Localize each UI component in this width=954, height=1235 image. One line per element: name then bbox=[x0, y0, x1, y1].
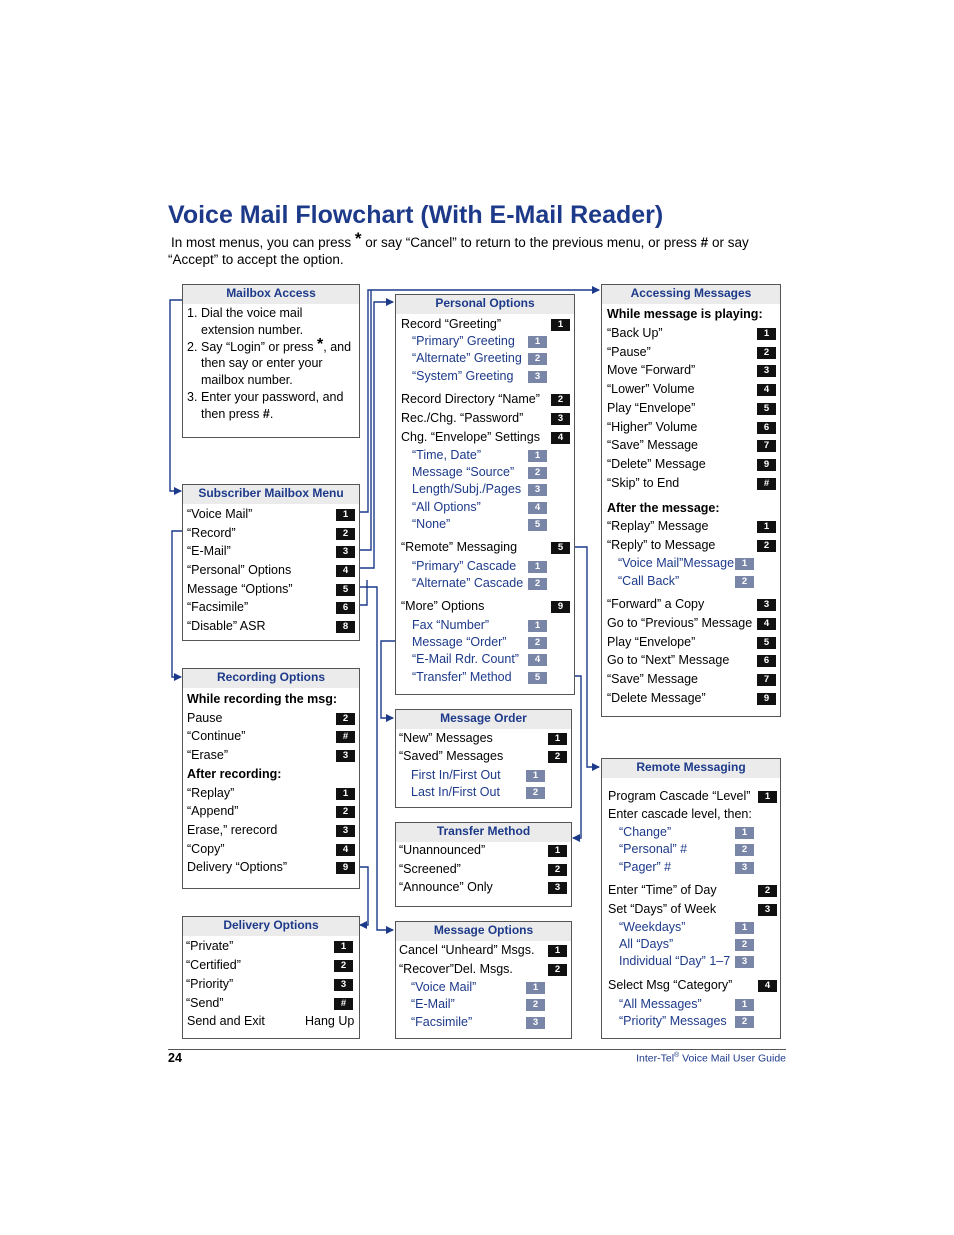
star-key-icon: * bbox=[354, 229, 362, 248]
accessing-messages-item-label: “Forward” a Copy bbox=[607, 597, 705, 611]
remote-messaging-item-key: 4 bbox=[758, 980, 777, 992]
transfer-method-item-label: “Announce” Only bbox=[399, 880, 493, 894]
subscriber-menu-item-key: 8 bbox=[336, 621, 355, 633]
message-options-item-key: 2 bbox=[526, 999, 545, 1011]
accessing-messages-item-key: 6 bbox=[757, 422, 776, 434]
page-number: 24 bbox=[168, 1051, 182, 1065]
delivery-options-item-key: # bbox=[334, 998, 353, 1010]
send-exit-value: Hang Up bbox=[305, 1014, 355, 1028]
remote-messaging-item-key: 1 bbox=[735, 922, 754, 934]
mailbox-access-title: Mailbox Access bbox=[183, 285, 359, 304]
personal-options-item-label: “Alternate” Cascade bbox=[412, 576, 524, 590]
remote-messaging-item-key: 3 bbox=[758, 904, 777, 916]
remote-messaging-item-label: Individual “Day” 1–7 bbox=[619, 954, 731, 968]
personal-options-item-label: “Transfer” Method bbox=[412, 670, 512, 684]
subscriber-menu-item-label: “Personal” Options bbox=[187, 563, 292, 577]
delivery-options-item-key: 2 bbox=[334, 960, 353, 972]
step-3: 3. Enter your password, and bbox=[187, 389, 344, 404]
message-options-item-label: “Facsimile” bbox=[411, 1015, 473, 1029]
delivery-options-item-label: “Priority” bbox=[186, 977, 234, 991]
accessing-messages-item-key: 4 bbox=[757, 384, 776, 396]
personal-options-item-label: “System” Greeting bbox=[412, 369, 514, 383]
remote-messaging-title: Remote Messaging bbox=[602, 759, 780, 778]
personal-options-item-label: “Time, Date” bbox=[412, 448, 481, 462]
remote-messaging-item-label: Set “Days” of Week bbox=[608, 902, 717, 916]
accessing-messages-item-label: Go to “Previous” Message bbox=[607, 616, 753, 630]
accessing-messages-item-label: Play “Envelope” bbox=[607, 635, 696, 649]
step-2: 2. Say “Login” or press *, and bbox=[187, 335, 352, 354]
remote-messaging-item-label: “Priority” Messages bbox=[619, 1014, 727, 1028]
step-1: 1. Dial the voice mail bbox=[187, 306, 303, 320]
subscriber-menu-item-key: 3 bbox=[336, 546, 355, 558]
message-order-item-label: “New” Messages bbox=[399, 731, 493, 745]
accessing-messages-item-key: 9 bbox=[757, 459, 776, 471]
recording-options-item-key: 1 bbox=[336, 788, 355, 800]
transfer-method-item-key: 1 bbox=[548, 845, 567, 857]
personal-options-item-label: Message “Source” bbox=[412, 465, 515, 479]
personal-options-item-label: “E-Mail Rdr. Count” bbox=[412, 652, 519, 666]
recording-options-box bbox=[182, 668, 360, 889]
personal-options-item-key: 1 bbox=[528, 561, 547, 573]
accessing-messages-item-label: “Pause” bbox=[607, 345, 651, 359]
wire-email-to-accessing bbox=[360, 290, 371, 550]
accessing-messages-item-label: “Back Up” bbox=[607, 326, 663, 340]
remote-messaging-item-key: 2 bbox=[735, 939, 754, 951]
personal-options-item-key: 5 bbox=[528, 672, 547, 684]
delivery-options-item-label: “Certified” bbox=[186, 958, 241, 972]
message-options-item-key: 1 bbox=[548, 945, 567, 957]
accessing-messages-title: Accessing Messages bbox=[602, 285, 780, 304]
accessing-messages-item-label: “Call Back” bbox=[618, 574, 680, 588]
personal-options-item-key: 9 bbox=[551, 601, 570, 613]
remote-messaging-item-key: 2 bbox=[735, 844, 754, 856]
wire-recording-to-delivery bbox=[360, 867, 368, 925]
mailbox-access-steps bbox=[187, 305, 351, 423]
delivery-options-item-key: 1 bbox=[334, 941, 353, 953]
footer-rule bbox=[168, 1049, 786, 1050]
page-title: Voice Mail Flowchart (With E-Mail Reader) bbox=[168, 201, 664, 229]
delivery-options-item-label: “Private” bbox=[186, 939, 234, 953]
personal-options-item-label: Fax “Number” bbox=[412, 618, 490, 632]
accessing-messages-item-label: “Replay” Message bbox=[607, 519, 709, 533]
wire-personal bbox=[360, 302, 393, 568]
accessing-messages-item-label: Go to “Next” Message bbox=[607, 653, 730, 667]
personal-options-title: Personal Options bbox=[396, 295, 574, 314]
recording-options-item-key: # bbox=[336, 731, 355, 743]
recording-options-item-key: 4 bbox=[336, 844, 355, 856]
message-order-item-key: 2 bbox=[548, 751, 567, 763]
delivery-options-title: Delivery Options bbox=[183, 917, 359, 936]
personal-options-item-key: 5 bbox=[551, 542, 570, 554]
recording-options-item-key: 9 bbox=[336, 862, 355, 874]
remote-messaging-item-key: 2 bbox=[735, 1016, 754, 1028]
subscriber-menu-item-key: 4 bbox=[336, 565, 355, 577]
accessing-messages-item-label: “Save” Message bbox=[607, 672, 699, 686]
accessing-messages-item-label: Play “Envelope” bbox=[607, 401, 696, 415]
remote-messaging-item-label: Enter cascade level, then: bbox=[608, 807, 752, 821]
wire-access-to-subscriber bbox=[170, 300, 182, 491]
step-2-cont: then say or enter your bbox=[201, 356, 323, 371]
accessing-messages-item-label: “Voice Mail”Message bbox=[618, 556, 735, 570]
intro-part2: or say “Cancel” to return to the previous menu, or press bbox=[365, 235, 697, 250]
recording-options-item-key: 3 bbox=[336, 825, 355, 837]
mailbox-access-box bbox=[182, 284, 360, 438]
hash-key-icon: # bbox=[262, 406, 270, 421]
accessing-messages-item-key: 2 bbox=[757, 347, 776, 359]
personal-options-item-key: 1 bbox=[551, 319, 570, 331]
accessing-messages-item-key: # bbox=[757, 478, 776, 490]
personal-options-item-label: Length/Subj./Pages bbox=[412, 482, 522, 496]
subscriber-menu-item-label: “Facsimile” bbox=[187, 600, 249, 614]
recording-options-item-label: “Copy” bbox=[187, 842, 225, 856]
accessing-messages-item-label: “Lower” Volume bbox=[607, 382, 695, 396]
remote-messaging-item-key: 3 bbox=[735, 956, 754, 968]
remote-messaging-item-label: Enter “Time” of Day bbox=[608, 883, 717, 897]
personal-options-item-key: 5 bbox=[528, 519, 547, 531]
wire-facsimile bbox=[360, 580, 367, 605]
subscriber-menu-item-label: “Disable” ASR bbox=[187, 619, 266, 633]
accessing-messages-item-key: 2 bbox=[735, 576, 754, 588]
subscriber-menu-item-label: “Record” bbox=[187, 526, 236, 540]
send-exit-label: Send and Exit bbox=[187, 1014, 265, 1028]
remote-messaging-item-key: 3 bbox=[735, 862, 754, 874]
recording-options-item-key: 2 bbox=[336, 806, 355, 818]
personal-options-item-label: “Alternate” Greeting bbox=[412, 351, 522, 365]
personal-options-item-key: 2 bbox=[528, 467, 547, 479]
accessing-messages-item-key: 7 bbox=[757, 674, 776, 686]
transfer-method-title: Transfer Method bbox=[396, 823, 571, 842]
accessing-messages-item-key: 1 bbox=[757, 328, 776, 340]
transfer-method-item-label: “Unannounced” bbox=[399, 843, 486, 857]
recording-during-heading: While recording the msg: bbox=[187, 692, 338, 706]
accessing-messages-item-key: 1 bbox=[735, 558, 754, 570]
personal-options-item-key: 1 bbox=[528, 336, 547, 348]
recording-options-item-key: 3 bbox=[336, 750, 355, 762]
remote-messaging-item-label: “Weekdays” bbox=[619, 920, 686, 934]
transfer-method-item-key: 2 bbox=[548, 864, 567, 876]
message-options-item-label: Cancel “Unheard” Msgs. bbox=[399, 943, 535, 957]
hash-key-icon: # bbox=[700, 235, 709, 250]
accessing-messages-box bbox=[601, 284, 781, 717]
remote-messaging-item-label: Select Msg “Category” bbox=[608, 978, 733, 992]
personal-options-item-key: 1 bbox=[528, 450, 547, 462]
message-options-item-label: “E-Mail” bbox=[411, 997, 455, 1011]
accessing-messages-item-label: “Delete” Message bbox=[607, 457, 706, 471]
remote-messaging-item-label: All “Days” bbox=[619, 937, 674, 951]
star-key-icon: * bbox=[317, 335, 324, 353]
guide-title: Inter-Tel® Voice Mail User Guide bbox=[636, 1052, 786, 1065]
remote-messaging-item-label: Program Cascade “Level” bbox=[608, 789, 751, 803]
subscriber-menu-title: Subscriber Mailbox Menu bbox=[183, 485, 359, 504]
personal-options-item-key: 1 bbox=[528, 620, 547, 632]
step-1-cont: extension number. bbox=[201, 322, 304, 337]
intro-line2: “Accept” to accept the option. bbox=[168, 252, 344, 267]
step-2-cont2: mailbox number. bbox=[201, 373, 293, 388]
accessing-messages-item-label: “Delete Message” bbox=[607, 691, 706, 705]
message-order-item-key: 2 bbox=[526, 787, 545, 799]
message-options-title: Message Options bbox=[396, 922, 571, 941]
accessing-messages-item-label: Move “Forward” bbox=[607, 363, 696, 377]
accessing-messages-item-key: 5 bbox=[757, 637, 776, 649]
recording-options-item-label: “Replay” bbox=[187, 786, 235, 800]
accessing-messages-item-key: 6 bbox=[757, 655, 776, 667]
accessing-messages-item-key: 3 bbox=[757, 365, 776, 377]
subscriber-menu-item-key: 2 bbox=[336, 528, 355, 540]
message-order-item-label: First In/First Out bbox=[411, 768, 501, 782]
subscriber-menu-item-key: 5 bbox=[336, 584, 355, 596]
subscriber-menu-item-label: “E-Mail” bbox=[187, 544, 231, 558]
personal-options-item-label: “Primary” Greeting bbox=[412, 334, 515, 348]
remote-messaging-item-key: 1 bbox=[735, 827, 754, 839]
personal-options-item-key: 2 bbox=[528, 353, 547, 365]
message-order-item-key: 1 bbox=[548, 733, 567, 745]
accessing-messages-item-key: 5 bbox=[757, 403, 776, 415]
personal-options-item-key: 3 bbox=[528, 371, 547, 383]
message-options-item-key: 1 bbox=[526, 982, 545, 994]
personal-options-item-label: Message “Order” bbox=[412, 635, 507, 649]
recording-options-item-label: Pause bbox=[187, 711, 223, 725]
accessing-messages-item-label: “Skip” to End bbox=[607, 476, 680, 490]
accessing-messages-item-key: 1 bbox=[757, 521, 776, 533]
personal-options-item-label: “More” Options bbox=[401, 599, 485, 613]
recording-after-heading: After recording: bbox=[187, 767, 282, 781]
transfer-method-box bbox=[395, 822, 572, 907]
accessing-messages-item-key: 3 bbox=[757, 599, 776, 611]
personal-options-item-key: 3 bbox=[551, 413, 570, 425]
subscriber-menu-box bbox=[182, 484, 360, 641]
personal-options-item-key: 2 bbox=[528, 637, 547, 649]
message-order-item-key: 1 bbox=[526, 770, 545, 782]
remote-messaging-item-key: 1 bbox=[735, 999, 754, 1011]
intro-part3: or say bbox=[711, 235, 749, 250]
subscriber-menu-item-label: Message “Options” bbox=[187, 582, 293, 596]
message-order-item-label: Last In/First Out bbox=[411, 785, 500, 799]
personal-options-item-key: 4 bbox=[528, 654, 547, 666]
transfer-method-item-label: “Screened” bbox=[399, 862, 461, 876]
delivery-options-item-key: 3 bbox=[334, 979, 353, 991]
personal-options-item-label: “Primary” Cascade bbox=[412, 559, 517, 573]
accessing-while-heading: While message is playing: bbox=[607, 307, 763, 321]
recording-options-item-label: “Continue” bbox=[187, 729, 246, 743]
recording-options-item-key: 2 bbox=[336, 713, 355, 725]
remote-messaging-item-label: “Pager” # bbox=[619, 860, 672, 874]
message-options-box bbox=[395, 921, 572, 1039]
accessing-messages-item-label: “Save” Message bbox=[607, 438, 699, 452]
accessing-messages-item-key: 2 bbox=[757, 540, 776, 552]
personal-options-item-label: Record “Greeting” bbox=[401, 317, 502, 331]
message-options-item-label: “Recover”Del. Msgs. bbox=[399, 962, 513, 976]
wire-subscriber-to-recording bbox=[172, 531, 182, 677]
personal-options-item-label: “Remote” Messaging bbox=[401, 540, 518, 554]
subscriber-menu-item-label: “Voice Mail” bbox=[187, 507, 253, 521]
message-order-item-label: “Saved” Messages bbox=[399, 749, 504, 763]
message-order-title: Message Order bbox=[396, 710, 571, 729]
message-options-item-label: “Voice Mail” bbox=[411, 980, 477, 994]
remote-messaging-item-label: “Personal” # bbox=[619, 842, 688, 856]
step-3-cont: then press #. bbox=[201, 406, 274, 421]
delivery-options-box bbox=[182, 916, 360, 1039]
personal-options-item-key: 2 bbox=[551, 394, 570, 406]
remote-messaging-box bbox=[601, 758, 781, 1039]
personal-options-item-label: Record Directory “Name” bbox=[401, 392, 540, 406]
recording-options-item-label: “Erase” bbox=[187, 748, 228, 762]
accessing-after-heading: After the message: bbox=[607, 501, 720, 515]
wire-options bbox=[360, 587, 393, 930]
personal-options-item-label: “None” bbox=[412, 517, 451, 531]
message-order-box bbox=[395, 709, 572, 808]
transfer-method-item-key: 3 bbox=[548, 882, 567, 894]
wire-remote bbox=[574, 547, 599, 767]
personal-options-item-key: 4 bbox=[551, 432, 570, 444]
personal-options-item-key: 3 bbox=[528, 484, 547, 496]
remote-messaging-item-label: “All Messages” bbox=[619, 997, 702, 1011]
personal-options-box bbox=[395, 294, 575, 695]
personal-options-item-label: Rec./Chg. “Password” bbox=[401, 411, 524, 425]
subscriber-menu-item-key: 1 bbox=[336, 509, 355, 521]
accessing-messages-item-label: “Reply” to Message bbox=[607, 538, 716, 552]
recording-options-item-label: Erase,” rerecord bbox=[187, 823, 278, 837]
recording-options-item-label: Delivery “Options” bbox=[187, 860, 288, 874]
remote-messaging-item-key: 1 bbox=[758, 791, 777, 803]
intro-part1: In most menus, you can press bbox=[171, 235, 352, 250]
personal-options-item-label: “All Options” bbox=[412, 500, 481, 514]
remote-messaging-item-label: “Change” bbox=[619, 825, 672, 839]
personal-options-item-label: Chg. “Envelope” Settings bbox=[401, 430, 540, 444]
recording-options-item-label: “Append” bbox=[187, 804, 239, 818]
personal-options-item-key: 2 bbox=[528, 578, 547, 590]
accessing-messages-item-key: 4 bbox=[757, 618, 776, 630]
accessing-messages-item-key: 7 bbox=[757, 440, 776, 452]
message-options-item-key: 3 bbox=[526, 1017, 545, 1029]
delivery-options-item-label: “Send” bbox=[186, 996, 224, 1010]
accessing-messages-item-label: “Higher” Volume bbox=[607, 420, 698, 434]
message-options-item-key: 2 bbox=[548, 964, 567, 976]
personal-options-item-key: 4 bbox=[528, 502, 547, 514]
accessing-messages-item-key: 9 bbox=[757, 693, 776, 705]
recording-options-title: Recording Options bbox=[183, 669, 359, 688]
subscriber-menu-item-key: 6 bbox=[336, 602, 355, 614]
remote-messaging-item-key: 2 bbox=[758, 885, 777, 897]
